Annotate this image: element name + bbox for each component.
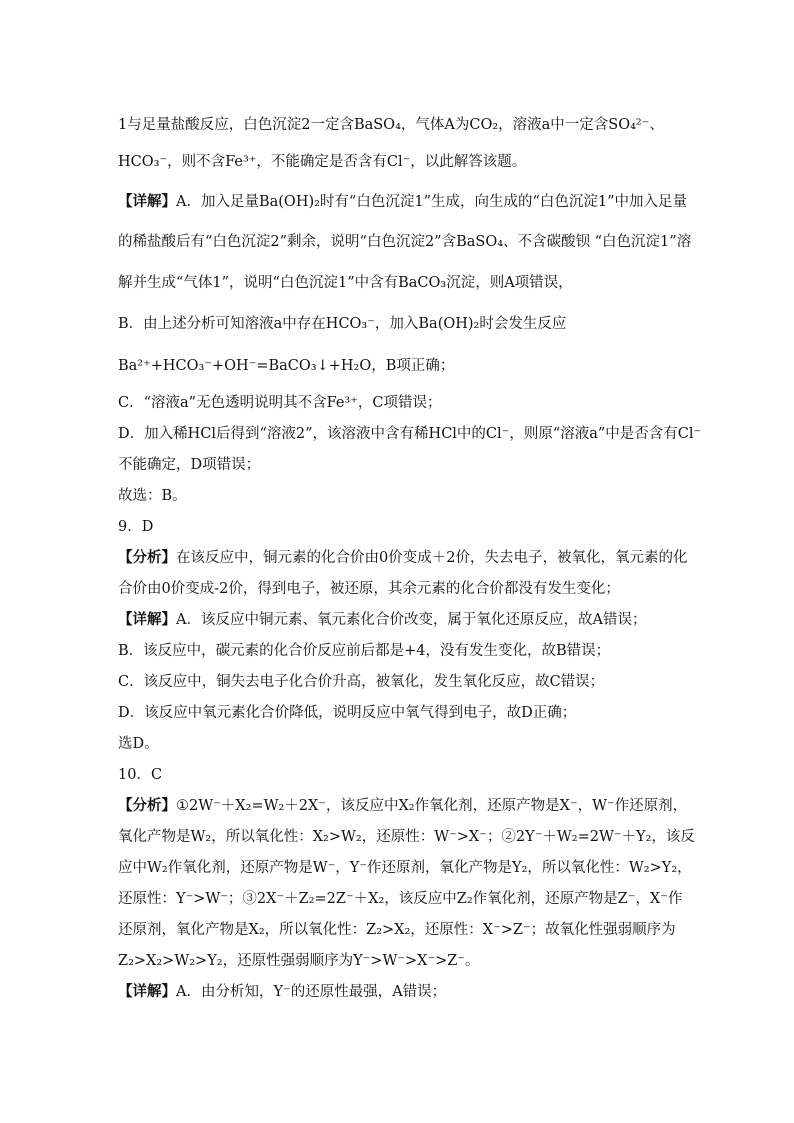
text-line: 选D。 bbox=[118, 736, 159, 752]
text-line: HCO₃⁻，则不含Fe³⁺，不能确定是否含有Cl⁻，以此解答该题。 bbox=[118, 154, 527, 170]
text-line: Z₂>X₂>W₂>Y₂，还原性强弱顺序为Y⁻>W⁻>X⁻>Z⁻。 bbox=[118, 953, 480, 969]
text-line: 还原性：Y⁻>W⁻；③2X⁻＋Z₂=2Z⁻＋X₂，该反应中Z₂作氧化剂，还原产物是Z⁻，X⁻作 bbox=[118, 891, 683, 907]
text-line: 的稀盐酸后有“白色沉淀2”剩余，说明“白色沉淀2”含BaSO₄、不含碳酸钡 “白色沉淀1”溶 bbox=[118, 234, 692, 250]
text-line: 9．D bbox=[118, 519, 154, 535]
text-line: B．该反应中，碳元素的化合价反应前后都是+4，没有发生变化，故B错误； bbox=[118, 643, 611, 659]
text-line: B．由上述分析可知溶液a中存在HCO₃⁻，加入Ba(OH)₂时会发生反应 bbox=[118, 316, 567, 332]
text-line: 【分析】在该反应中，铜元素的化合价由0价变成＋2价，失去电子，被氧化，氧元素的化 bbox=[118, 549, 688, 566]
text-line: 10．C bbox=[118, 767, 163, 783]
text-line: 应中W₂作氧化剂，还原产物是W⁻，Y⁻作还原剂，氧化产物是Y₂，所以氧化性：W₂>Y₂， bbox=[118, 860, 692, 876]
text-line: Ba²⁺+HCO₃⁻+OH⁻=BaCO₃↓+H₂O，B项正确； bbox=[118, 358, 455, 374]
text-line: 故选：B。 bbox=[118, 488, 187, 504]
text-line: 合价由0价变成-2价，得到电子，被还原，其余元素的化合价都没有发生变化； bbox=[118, 581, 620, 597]
text-line: D．加入稀HCl后得到“溶液2”，该溶液中含有稀HCl中的Cl⁻，则原“溶液a”中是否含有Cl⁻ bbox=[118, 426, 702, 442]
text-line: 氧化产物是W₂，所以氧化性：X₂>W₂，还原性：W⁻>X⁻；②2Y⁻＋W₂=2W⁻＋Y₂，该反 bbox=[118, 829, 695, 845]
text-line: 1与足量盐酸反应，白色沉淀2一定含BaSO₄，气体A为CO₂，溶液a中一定含SO₄²⁻、 bbox=[118, 117, 664, 133]
text-line: 不能确定，D项错误； bbox=[118, 457, 261, 473]
text-line: 【分析】①2W⁻＋X₂=W₂＋2X⁻，该反应中X₂作氧化剂，还原产物是X⁻，W⁻作还原剂， bbox=[118, 797, 688, 814]
text-line: C．该反应中，铜失去电子化合价升高，被氧化，发生氧化反应，故C错误； bbox=[118, 674, 605, 690]
text-line: C．“溶液a”无色透明说明其不含Fe³⁺，C项错误； bbox=[118, 395, 442, 411]
text-line: 【详解】A．该反应中铜元素、氧元素化合价改变，属于氧化还原反应，故A错误； bbox=[118, 611, 647, 628]
text-line: 【详解】A．加入足量Ba(OH)₂时有“白色沉淀1”生成，向生成的“白色沉淀1”中加入足量 bbox=[118, 193, 688, 210]
text-line: 解并生成“气体1”，说明“白色沉淀1”中含有BaCO₃沉淀，则A项错误， bbox=[118, 275, 573, 291]
text-line: 【详解】A．由分析知，Y⁻的还原性最强，A错误； bbox=[118, 983, 447, 1000]
text-line: 还原剂，氧化产物是X₂，所以氧化性：Z₂>X₂，还原性：X⁻>Z⁻；故氧化性强弱顺序为 bbox=[118, 922, 676, 938]
text-line: D．该反应中氧元素化合价降低，说明反应中氧气得到电子，故D正确； bbox=[118, 705, 577, 721]
